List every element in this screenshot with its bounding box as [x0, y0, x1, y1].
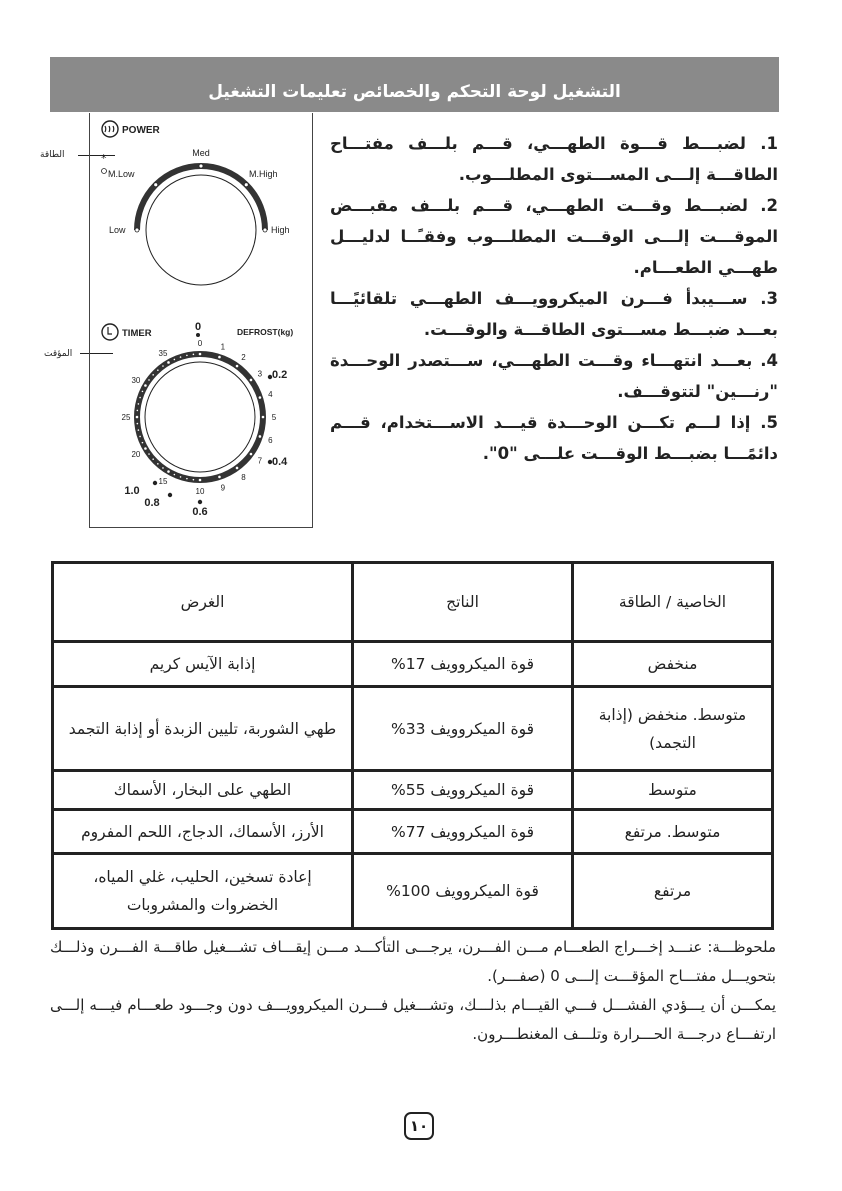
defrost-weight-label: 1.0 [124, 485, 140, 497]
defrost-weight-dot [168, 493, 172, 497]
control-panel-diagram [89, 113, 313, 528]
defrost-snowflake-icon: * [101, 152, 107, 165]
timer-tick [137, 410, 139, 412]
power-level-mark [154, 183, 158, 187]
timer-tick [180, 476, 182, 478]
defrost-weight-label: 0.2 [272, 369, 288, 381]
timer-label: TIMER [122, 328, 152, 339]
table-cell-level: منخفض [573, 642, 773, 687]
timer-minute-label: 7 [257, 456, 263, 466]
defrost-kg-label: DEFROST(kg) [237, 327, 294, 337]
power-levels-table [51, 561, 774, 930]
table-cell-purpose: الطهي على البخار، الأسماك [53, 771, 353, 810]
timer-top-zero: 0 [195, 321, 202, 333]
table-cell-purpose: طهي الشوربة، تليين الزبدة أو إذابة التجمد [53, 687, 353, 771]
timer-tick [167, 470, 170, 473]
instruction-step: 3. ســـيبدأ فـــرن الميكروويـــف الطهـــي تلقائيًـــا بعـــد ضبـــط مســـتوى الطاقـــة والوقـــت. [330, 289, 778, 339]
power-level-label: Med [192, 148, 210, 158]
warning-note [50, 933, 776, 1049]
table-header-cell: الغرض [53, 563, 353, 642]
timer-tick [144, 447, 147, 450]
table-header-cell: الخاصية / الطاقة [573, 563, 773, 642]
timer-minute-label: 5 [271, 413, 277, 422]
timer-tick [180, 356, 182, 358]
timer-minute-label: 15 [158, 477, 168, 487]
timer-tick [193, 479, 195, 481]
timer-minute-label: 25 [121, 413, 131, 422]
timer-tick [250, 453, 253, 456]
timer-tick [167, 361, 170, 364]
defrost-weight-label: 0.4 [272, 456, 288, 468]
timer-tick [142, 391, 144, 393]
timer-tick [259, 435, 262, 438]
power-dial-knob[interactable] [146, 175, 256, 285]
table-row [53, 687, 773, 771]
power-level-mark [199, 164, 203, 168]
table-cell-level: متوسط. منخفض (إذابة التجمد) [573, 687, 773, 771]
timer-tick [250, 379, 253, 382]
timer-tick [142, 442, 144, 444]
timer-minute-label: 4 [268, 390, 273, 400]
instruction-step: 5. إذا لـــم تكـــن الوحـــدة قيـــد الاســـتخدام، قـــم دائمًـــا بضبـــط الوقـــت علـــى "0". [330, 413, 778, 463]
table-cell-output: قوة الميكروويف 33% [353, 687, 573, 771]
table-cell-purpose: الأرز، الأسماك، الدجاج، اللحم المفروم [53, 810, 353, 854]
timer-tick [174, 474, 176, 476]
table-cell-level: متوسط. مرتفع [573, 810, 773, 854]
power-icon [102, 121, 118, 137]
timer-minute-label: 8 [241, 472, 246, 482]
timer-tick [218, 356, 221, 359]
power-level-label: M.Low [108, 169, 135, 179]
table-cell-purpose: إذابة الآيس كريم [53, 642, 353, 687]
timer-minute-label: 0 [197, 339, 203, 348]
table-header-cell: الناتج [353, 563, 573, 642]
timer-minute-label: 6 [268, 435, 273, 445]
table-row [53, 642, 773, 687]
defrost-weight-dot [198, 500, 202, 504]
table-cell-level: متوسط [573, 771, 773, 810]
timer-dial-ring [137, 354, 263, 480]
timer-tick [152, 458, 154, 460]
defrost-drop-icon [102, 169, 107, 174]
timer-minute-label: 10 [195, 487, 205, 496]
timer-tick [236, 467, 239, 470]
timer-minute-label: 9 [220, 483, 226, 493]
control-panel-svg [90, 113, 314, 528]
timer-tick [186, 355, 188, 357]
section-title: التشغيل لوحة التحكم والخصائص تعليمات التشغيل [208, 81, 621, 102]
timer-tick [174, 359, 176, 361]
timer-tick [199, 479, 202, 482]
timer-tick [157, 463, 159, 465]
note-paragraph: ملحوظـــة: عنـــد إخـــراج الطعـــام مـــن الفـــرن، يرجـــى التأكـــد مـــن إيقـــاف تشـــغيل طاقـــة الفـــرن وذلـــك بتحويـــل مفتـــاح المؤقـــت إلـــى 0 (صفـــر). [50, 938, 776, 985]
timer-tick [136, 416, 139, 419]
timer-tick [152, 374, 154, 376]
page-number-text: ١٠ [409, 1117, 429, 1135]
timer-tick [139, 436, 141, 438]
timer-tick [137, 423, 139, 425]
table-row [53, 771, 773, 810]
timer-side-label: المؤقت [44, 349, 73, 359]
table-cell-level: مرتفع [573, 854, 773, 929]
timer-minute-label: 2 [241, 353, 246, 363]
instructions-list [330, 128, 778, 469]
table-header-row [53, 563, 773, 642]
instruction-step: 1. لضبـــط قـــوة الطهـــي، قـــم بلـــف مفتـــاح الطاقـــة إلـــى المســـتوى المطلـــوب. [330, 134, 778, 184]
table-cell-output: قوة الميكروويف 100% [353, 854, 573, 929]
timer-minute-label: 3 [257, 369, 263, 379]
timer-tick [193, 354, 195, 356]
timer-tick [148, 379, 150, 381]
table-cell-purpose: إعادة تسخين، الحليب، غلي المياه، الخضروات والمشروبات [53, 854, 353, 929]
instruction-step: 4. بعـــد انتهـــاء وقـــت الطهـــي، ســـتصدر الوحـــدة "رنـــين" لتتوقـــف. [330, 351, 778, 401]
timer-tick [262, 416, 265, 419]
table-cell-output: قوة الميكروويف 55% [353, 771, 573, 810]
timer-tick [236, 365, 239, 368]
power-level-label: High [271, 225, 290, 235]
table-row [53, 854, 773, 929]
instruction-step: 2. لضبـــط وقـــت الطهـــي، قـــم بلـــف مقبـــض الموقـــت إلـــى الوقـــت المطلـــوب وفقـًــا لدليـــل طهـــي الطعـــام. [330, 196, 778, 277]
timer-minute-label: 1 [220, 342, 226, 352]
power-level-label: Low [109, 225, 126, 235]
table-cell-output: قوة الميكروويف 77% [353, 810, 573, 854]
power-side-label: الطاقة [40, 150, 65, 160]
timer-minute-label: 20 [131, 450, 141, 459]
defrost-weight-label: 0.6 [192, 506, 208, 518]
timer-tick [157, 369, 159, 371]
timer-tick [199, 353, 202, 356]
clock-icon [102, 324, 118, 340]
timer-minute-label: 35 [158, 348, 168, 358]
power-level-mark [135, 228, 139, 232]
power-label: POWER [122, 125, 160, 136]
timer-tick [148, 453, 150, 455]
defrost-weight-label: 0.8 [144, 497, 160, 509]
timer-top-zero-dot [196, 333, 200, 337]
timer-tick [162, 467, 164, 469]
timer-tick [186, 478, 188, 480]
section-title-bar [50, 57, 779, 112]
page-number [404, 1112, 434, 1140]
timer-tick [138, 429, 140, 431]
timer-tick [144, 384, 147, 387]
power-level-mark [244, 183, 248, 187]
timer-tick [138, 403, 140, 405]
timer-tick [259, 396, 262, 399]
note-paragraph: يمكـــن أن يـــؤدي الفشـــل فـــي القيـــام بذلـــك، وتشـــغيل فـــرن الميكروويـــف دون وجـــود طعـــام فيـــه إلـــى ارتفـــاع درجـــة الحـــرارة وتلـــف المغنطـــرون. [50, 996, 776, 1043]
timer-tick [218, 476, 221, 479]
power-level-mark [263, 228, 267, 232]
timer-dial-knob[interactable] [145, 362, 255, 472]
table-row [53, 810, 773, 854]
table-cell-output: قوة الميكروويف 17% [353, 642, 573, 687]
timer-tick [139, 397, 141, 399]
power-level-label: M.High [249, 169, 278, 179]
defrost-weight-dot [153, 481, 157, 485]
timer-tick [162, 365, 164, 367]
timer-minute-label: 30 [131, 376, 141, 385]
